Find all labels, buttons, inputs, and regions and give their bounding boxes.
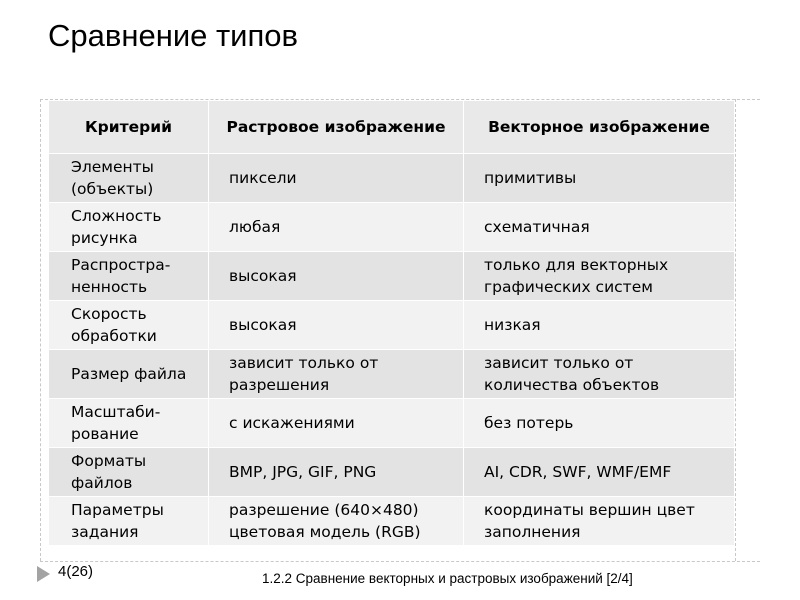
table-row (49, 448, 735, 497)
criterion-cell: Параметры задания (49, 497, 209, 546)
criterion-cell: Масштаби-рование (49, 399, 209, 448)
table-row (49, 203, 735, 252)
raster-cell: разрешение (640×480) цветовая модель (RGB) (209, 497, 464, 546)
vector-cell: AI, CDR, SWF, WMF/EMF (464, 448, 735, 497)
footer-caption: 1.2.2 Сравнение векторных и растровых изображений [2/4] (262, 571, 633, 586)
page-number: 4(26) (58, 563, 94, 580)
table-row (49, 399, 735, 448)
criterion-cell: Элементы (объекты) (49, 154, 209, 203)
criterion-cell: Форматы файлов (49, 448, 209, 497)
table-row (49, 154, 735, 203)
vector-cell: координаты вершин цвет заполнения (464, 497, 735, 546)
raster-cell: высокая (209, 301, 464, 350)
table-row (49, 497, 735, 546)
raster-cell: любая (209, 203, 464, 252)
bottom-divider (40, 561, 760, 562)
criterion-cell: Сложность рисунка (49, 203, 209, 252)
slide-title: Сравнение типов (48, 18, 298, 53)
header-raster: Растровое изображение (209, 101, 464, 154)
raster-cell: BMP, JPG, GIF, PNG (209, 448, 464, 497)
vector-cell: низкая (464, 301, 735, 350)
table-row (49, 350, 735, 399)
criterion-cell: Скорость обработки (49, 301, 209, 350)
table-row (49, 301, 735, 350)
vector-cell: без потерь (464, 399, 735, 448)
vector-cell: только для векторных графических систем (464, 252, 735, 301)
raster-cell: с искажениями (209, 399, 464, 448)
play-arrow-icon (37, 566, 50, 582)
comparison-table (48, 100, 735, 546)
criterion-cell: Размер файла (49, 350, 209, 399)
header-vector: Векторное изображение (464, 101, 735, 154)
vector-cell: зависит только от количества объектов (464, 350, 735, 399)
vector-cell: примитивы (464, 154, 735, 203)
left-guide (40, 99, 41, 561)
right-guide (735, 99, 736, 561)
vector-cell: схематичная (464, 203, 735, 252)
raster-cell: пиксели (209, 154, 464, 203)
table-header-row (49, 101, 735, 154)
table-row (49, 252, 735, 301)
header-criterion: Критерий (49, 101, 209, 154)
raster-cell: высокая (209, 252, 464, 301)
raster-cell: зависит только от разрешения (209, 350, 464, 399)
criterion-cell: Распростра-ненность (49, 252, 209, 301)
